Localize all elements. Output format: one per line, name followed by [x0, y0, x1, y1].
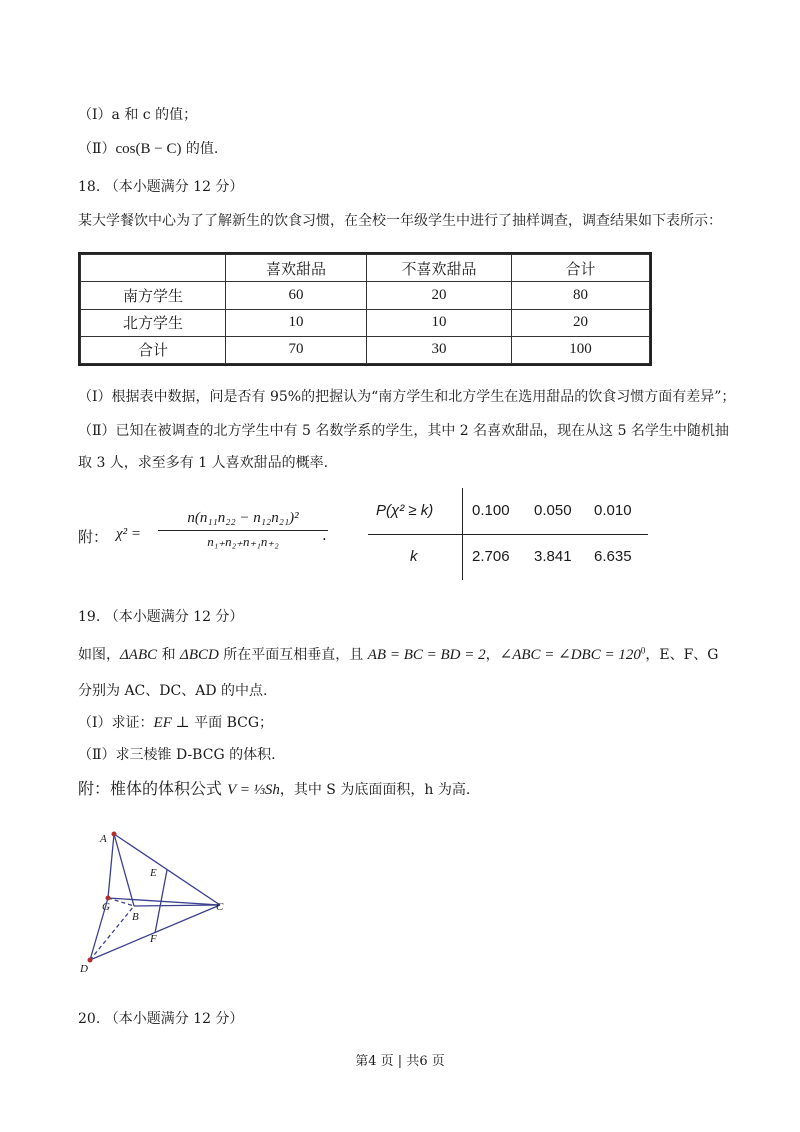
table-cell: 南方学生: [81, 282, 226, 309]
tetrahedron-figure: [70, 820, 250, 980]
formula-period: .: [322, 526, 327, 544]
formula-label: 附：: [78, 528, 109, 546]
q19-part1: [78, 712, 273, 732]
q17-part2: [78, 138, 218, 158]
page-footer: 第4 页 | 共6 页: [355, 1054, 445, 1069]
q19-part1-prefix: （Ⅰ）求证：: [78, 715, 154, 731]
point-d: [88, 958, 93, 963]
q18-part2-line2: 取 3 人，求至多有 1 人喜欢甜品的概率.: [78, 455, 329, 471]
q19-part2: （Ⅱ）求三棱锥 D-BCG 的体积.: [78, 747, 276, 763]
q18-part2-line1: （Ⅱ）已知在被调查的北方学生中有 5 名数学系的学生，其中 2 名喜欢甜品，现在从这 5 名学生中随机抽: [78, 423, 729, 439]
table-header-cell: 合计: [512, 255, 650, 282]
formula-denominator: n₁₊n₂₊n₊₁n₊₂: [207, 534, 279, 549]
table-cell: 60: [226, 282, 367, 309]
q19-text-e: ，E、F、G: [645, 647, 719, 663]
q19-part1-suffix: 平面 BCG；: [189, 715, 274, 731]
q17-part2-math: cos(B − C): [115, 141, 182, 157]
formula-numerator: n(n₁₁n₂₂ − n₁₂n₂₁)²: [158, 510, 328, 531]
q19-degree: 0: [640, 645, 646, 656]
q19-math-bcd: ΔBCD: [180, 647, 219, 663]
table-cell: 80: [512, 282, 650, 309]
table-cell: 10: [367, 309, 512, 336]
q17-part2-prefix: （Ⅱ）: [78, 141, 116, 157]
point-g: [106, 896, 111, 901]
q19-text-d: ，: [485, 647, 500, 663]
critical-value-table: [368, 488, 648, 580]
label-g: G: [102, 901, 110, 913]
q19-note: [78, 776, 470, 799]
k-value: 3.841: [534, 548, 572, 565]
q20-header: 20. （本小题满分 12 分）: [78, 1011, 244, 1027]
table-cell: 20: [367, 282, 512, 309]
table-cell: 70: [226, 336, 367, 363]
table-cell: 100: [512, 336, 650, 363]
table-row: [81, 282, 650, 309]
q19-header: 19. （本小题满分 12 分）: [78, 609, 244, 625]
table-header-cell: [81, 255, 226, 282]
table-row: [81, 309, 650, 336]
label-b: B: [132, 911, 139, 923]
p-label: P(χ² ≥ k): [376, 502, 434, 519]
table-cell: 30: [367, 336, 512, 363]
q19-text-line1: [78, 644, 718, 664]
label-a: A: [100, 833, 107, 845]
q19-note-prefix: 附：椎体的体积公式: [78, 779, 228, 798]
k-value: 2.706: [472, 548, 510, 565]
edge-db-dashed: [90, 906, 134, 960]
table-header-cell: 喜欢甜品: [226, 255, 367, 282]
table-cell: 10: [226, 309, 367, 336]
label-c: C: [216, 901, 224, 913]
q19-math-equal-sides: AB = BC = BD = 2: [367, 647, 486, 663]
k-value: 6.635: [594, 548, 632, 565]
p-value: 0.010: [594, 502, 632, 519]
table-cell: 北方学生: [81, 309, 226, 336]
k-label: k: [410, 548, 418, 565]
q19-text-line2: 分别为 AC、DC、AD 的中点.: [78, 683, 268, 699]
table-divider-horizontal: [368, 534, 648, 535]
q19-text-c: 所在平面互相垂直，且: [218, 647, 368, 663]
q19-text-b: 和: [157, 647, 181, 663]
edge-gc: [108, 898, 220, 905]
edge-ac: [114, 834, 220, 905]
q17-part2-suffix: 的值.: [181, 141, 219, 157]
edge-ag: [108, 834, 114, 898]
table-row: [81, 255, 650, 282]
table-row: [81, 336, 650, 363]
q19-note-suffix: ，其中 S 为底面面积，h 为高.: [279, 782, 471, 798]
label-d: D: [80, 963, 88, 975]
formula-lhs: χ² =: [116, 526, 141, 542]
q19-math-angles: ∠ABC = ∠DBC = 120: [499, 647, 641, 663]
q18-intro: 某大学餐饮中心为了了解新生的饮食习惯，在全校一年级学生中进行了抽样调查，调查结果如下表所示：: [78, 213, 722, 229]
q17-part1: （Ⅰ）a 和 c 的值；: [78, 107, 198, 123]
edge-bc: [134, 905, 220, 906]
q19-text-a: 如图，: [78, 647, 120, 663]
table-cell: 20: [512, 309, 650, 336]
table-cell: 合计: [81, 336, 226, 363]
q18-part1: （Ⅰ）根据表中数据，问是否有 95%的把握认为“南方学生和北方学生在选用甜品的饮食习惯方面有差异”；: [78, 389, 736, 405]
q19-part1-math: EF ⊥: [153, 715, 190, 731]
q19-math-abc: ΔABC: [120, 647, 158, 663]
q18-header: 18. （本小题满分 12 分）: [78, 179, 244, 195]
table-header-cell: 不喜欢甜品: [367, 255, 512, 282]
p-value: 0.050: [534, 502, 572, 519]
label-e: E: [150, 867, 157, 879]
point-a: [112, 832, 117, 837]
p-value: 0.100: [472, 502, 510, 519]
q19-note-math: V = ⅓Sh: [227, 782, 280, 798]
label-f: F: [150, 933, 157, 945]
survey-table: [78, 252, 652, 366]
formula-fraction: [158, 510, 328, 550]
